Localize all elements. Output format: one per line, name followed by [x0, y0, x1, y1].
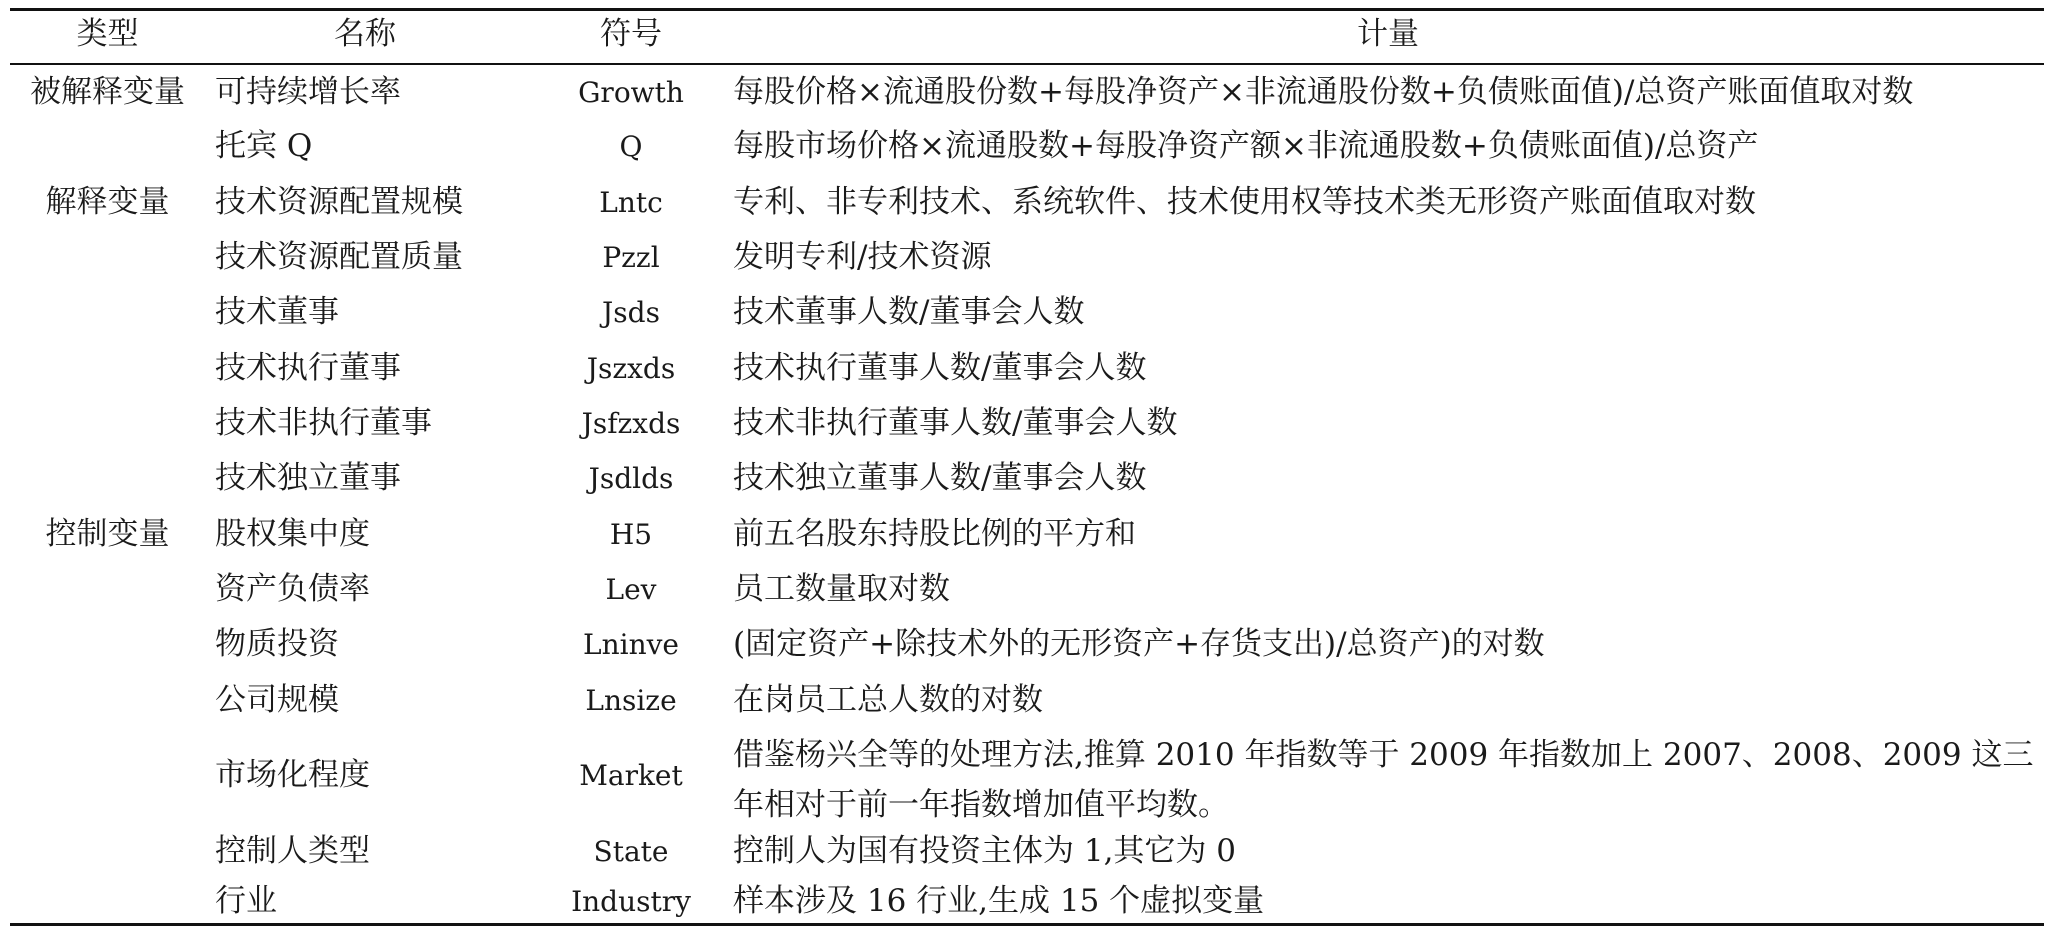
row-name: 股权集中度 [215, 516, 370, 552]
variable-definition-table [10, 0, 2044, 928]
header-name: 名称 [334, 16, 396, 52]
row-name: 物质投资 [215, 626, 339, 662]
row-symbol: Market [579, 759, 683, 792]
row-symbol: Growth [578, 76, 684, 109]
row-symbol: Jsds [602, 296, 660, 329]
row-name: 技术独立董事 [215, 460, 401, 496]
row-measure: 技术非执行董事人数/董事会人数 [733, 405, 1178, 441]
row-name: 资产负债率 [215, 571, 370, 607]
row-name: 市场化程度 [215, 757, 370, 793]
row-name: 公司规模 [215, 682, 339, 718]
row-name: 技术资源配置质量 [215, 239, 463, 275]
row-measure: 员工数量取对数 [733, 571, 950, 607]
row-measure: 技术执行董事人数/董事会人数 [733, 350, 1147, 386]
row-measure: 技术独立董事人数/董事会人数 [733, 460, 1147, 496]
row-measure: 专利、非专利技术、系统软件、技术使用权等技术类无形资产账面值取对数 [733, 184, 1756, 220]
row-type: 控制变量 [45, 516, 170, 552]
row-name: 技术董事 [215, 294, 339, 330]
row-type: 解释变量 [45, 184, 170, 220]
row-symbol: Q [619, 130, 643, 163]
row-measure: 前五名股东持股比例的平方和 [733, 516, 1136, 552]
row-symbol: H5 [609, 518, 653, 551]
row-symbol: Jsdlds [588, 462, 674, 495]
row-name: 技术非执行董事 [215, 405, 432, 441]
row-symbol: Pzzl [602, 241, 660, 274]
row-name: 行业 [215, 883, 277, 919]
row-symbol: Jszxds [586, 352, 676, 385]
row-name: 控制人类型 [215, 833, 370, 869]
row-symbol: Lntc [599, 186, 663, 219]
row-name: 技术资源配置规模 [215, 184, 463, 220]
row-symbol: Industry [571, 885, 691, 918]
row-measure: 借鉴杨兴全等的处理方法,推算 2010 年指数等于 2009 年指数加上 2007、2008、2009 这三年相对于前一年指数增加值平均数。 [733, 737, 2034, 823]
row-type: 被解释变量 [30, 74, 185, 110]
row-symbol: Lnsize [585, 684, 677, 717]
table-top-rule [10, 8, 2044, 11]
table-header-rule [10, 63, 2044, 65]
row-measure: 样本涉及 16 行业,生成 15 个虚拟变量 [733, 883, 1265, 919]
row-symbol: State [593, 835, 669, 868]
row-measure: 在岗员工总人数的对数 [733, 682, 1043, 718]
row-name: 技术执行董事 [215, 350, 401, 386]
row-symbol: Jsfzxds [581, 407, 681, 440]
header-symbol: 符号 [600, 16, 662, 52]
row-measure: (固定资产+除技术外的无形资产+存货支出)/总资产)的对数 [733, 626, 1545, 662]
row-measure: 每股价格×流通股份数+每股净资产×非流通股份数+负债账面值)/总资产账面值取对数 [733, 74, 1914, 110]
row-measure: 每股市场价格×流通股数+每股净资产额×非流通股数+负债账面值)/总资产 [733, 128, 1759, 164]
row-name: 可持续增长率 [215, 74, 401, 110]
row-measure: 控制人为国有投资主体为 1,其它为 0 [733, 833, 1237, 869]
row-measure: 发明专利/技术资源 [733, 239, 992, 275]
row-symbol: Lninve [582, 628, 679, 661]
header-measure: 计量 [1357, 16, 1419, 52]
row-name: 托宾 Q [215, 128, 313, 164]
row-symbol: Lev [605, 573, 657, 606]
row-measure: 技术董事人数/董事会人数 [733, 294, 1085, 330]
table-bottom-rule [10, 923, 2044, 926]
header-type: 类型 [76, 16, 139, 52]
